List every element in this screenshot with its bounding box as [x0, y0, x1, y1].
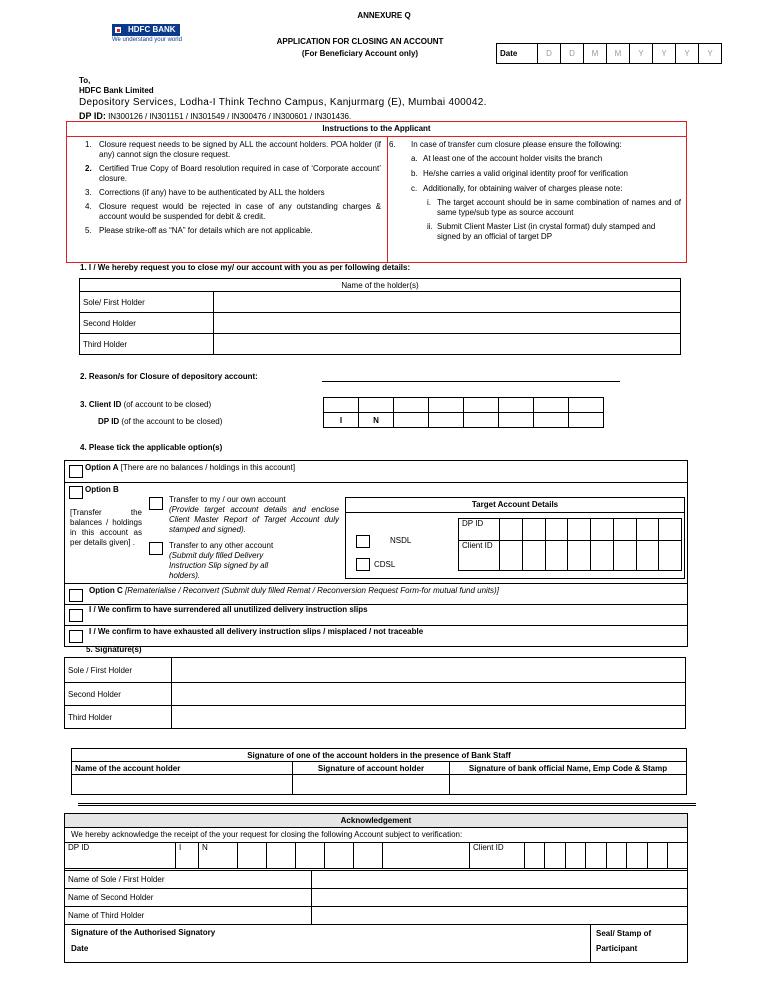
section5-heading: 5. Signature(s): [86, 645, 142, 654]
own-account-label: Transfer to my / our own account: [169, 495, 286, 504]
grid-cell[interactable]: [534, 413, 569, 428]
grid-spacer: [383, 843, 470, 868]
grid-cell[interactable]: [545, 519, 568, 541]
grid-cell[interactable]: [522, 541, 545, 571]
acknowledgement-box: [64, 813, 688, 963]
date-cell[interactable]: M: [584, 44, 607, 64]
grid-cell[interactable]: [325, 843, 354, 868]
instr-text: Certified True Copy of Board resolution required in case of ‘Corporate account’ closure.: [99, 164, 381, 183]
grid-cell[interactable]: [591, 519, 614, 541]
instr-num: 4.: [85, 202, 92, 211]
ack-holder-label: Name of Third Holder: [65, 907, 312, 925]
grid-cell[interactable]: [525, 843, 545, 868]
option-c-label: Option C: [89, 586, 123, 595]
staff-signature-table: [71, 748, 687, 795]
grid-cell[interactable]: [627, 843, 647, 868]
ack-authorised-signatory: Signature of the Authorised Signatory: [71, 928, 216, 937]
grid-cell[interactable]: [591, 541, 614, 571]
client-id-note: (of account to be closed): [121, 400, 212, 409]
holder-row-label: Third Holder: [80, 334, 214, 355]
grid-cell[interactable]: [499, 398, 534, 413]
instr-num: 2.: [85, 164, 92, 173]
dp-id-label: DP ID: [98, 417, 120, 426]
staff-signature-input[interactable]: [293, 775, 450, 795]
ack-holder-input[interactable]: [312, 889, 688, 907]
instr-text: Corrections (if any) have to be authenticated by ALL the holders: [99, 188, 325, 197]
date-cell[interactable]: D: [538, 44, 561, 64]
bank-name: HDFC BANK: [124, 24, 180, 36]
instr-num: c.: [411, 184, 418, 193]
holder-name-input[interactable]: [214, 313, 681, 334]
confirm-exhausted-checkbox[interactable]: [69, 630, 83, 643]
target-clientid-label: Client ID: [459, 541, 500, 571]
section2-heading: 2. Reason/s for Closure of depository account:: [80, 372, 258, 381]
signature-row-label: Third Holder: [65, 706, 172, 729]
option-a-label: Option A: [85, 463, 119, 472]
grid-cell[interactable]: [569, 413, 604, 428]
ack-dp-prefix: I: [176, 843, 199, 868]
ack-holder-input[interactable]: [312, 907, 688, 925]
instr-text: Please strike-off as “NA” for details which are not applicable.: [99, 226, 313, 235]
options-box: [64, 460, 688, 647]
hdfc-logo-icon: [112, 24, 124, 36]
grid-cell[interactable]: [238, 843, 267, 868]
section1-heading: 1. I / We hereby request you to close my/ our account with you as per following details:: [80, 263, 411, 272]
grid-cell[interactable]: [500, 519, 523, 541]
holder-row-label: Sole/ First Holder: [80, 292, 214, 313]
grid-cell[interactable]: [586, 843, 606, 868]
grid-cell[interactable]: [569, 398, 604, 413]
option-a-checkbox[interactable]: [69, 465, 83, 478]
dpid-label: DP ID:: [79, 111, 106, 121]
dp-prefix-cell: I: [324, 413, 359, 428]
holder-name-input[interactable]: [214, 334, 681, 355]
date-box: [496, 43, 722, 64]
instr-text: Closure request would be rejected in case of any outstanding charges & account would be suspended for debit & credit.: [99, 202, 381, 221]
grid-cell[interactable]: [464, 398, 499, 413]
grid-cell[interactable]: [636, 541, 659, 571]
grid-cell[interactable]: [545, 843, 565, 868]
grid-cell[interactable]: [429, 413, 464, 428]
instr-text: Submit Client Master List (in crystal format) duly stamped and signed by an official of target DP: [437, 222, 656, 241]
address-name: HDFC Bank Limited: [79, 86, 154, 95]
grid-cell[interactable]: [565, 843, 585, 868]
target-account-title: Target Account Details: [346, 498, 684, 513]
ack-dpid-label: DP ID: [65, 843, 176, 868]
target-account-box: [345, 497, 685, 579]
signature-row-label: Sole / First Holder: [65, 658, 172, 683]
option-b-checkbox[interactable]: [69, 486, 83, 499]
grid-cell[interactable]: [499, 413, 534, 428]
dp-id-note: (of the account to be closed): [119, 417, 223, 426]
grid-cell[interactable]: [534, 398, 569, 413]
bank-tagline: We understand your world: [112, 37, 182, 43]
instructions-right: [389, 140, 681, 242]
client-id-grid: [323, 397, 604, 428]
confirm-exhausted: I / We confirm to have exhausted all delivery instruction slips / misplaced / not traceable: [89, 627, 424, 636]
page-subtitle: (For Beneficiary Account only): [301, 49, 419, 58]
other-account-checkbox[interactable]: [149, 542, 163, 555]
dpid-values: IN300126 / IN301151 / IN301549 / IN300476 / IN300601 / IN301436.: [105, 112, 352, 121]
grid-cell[interactable]: [267, 843, 296, 868]
grid-cell[interactable]: [613, 519, 636, 541]
ack-holder-label: Name of Sole / First Holder: [65, 871, 312, 889]
date-cell[interactable]: M: [607, 44, 630, 64]
cut-line-divider: [78, 803, 696, 806]
target-id-grid: [458, 518, 682, 571]
signature-input[interactable]: [172, 683, 686, 706]
ack-id-grid: [65, 843, 687, 869]
ack-dp-prefix: N: [199, 843, 238, 868]
grid-cell[interactable]: [568, 519, 591, 541]
dp-prefix-cell: N: [359, 413, 394, 428]
option-b-desc: [Transfer the balances / holdings in this account as per details given] .: [70, 508, 142, 547]
grid-cell[interactable]: [659, 519, 682, 541]
grid-cell[interactable]: [359, 398, 394, 413]
grid-cell[interactable]: [568, 541, 591, 571]
cdsl-checkbox[interactable]: [356, 558, 370, 571]
ack-title: Acknowledgement: [65, 814, 687, 828]
address-to: To,: [79, 76, 91, 85]
instr-text: The target account should be in same combination of names and of same type/sub type as source account: [437, 198, 681, 217]
date-label: Date: [497, 44, 538, 64]
confirm-surrendered-checkbox[interactable]: [69, 609, 83, 622]
date-cell[interactable]: Y: [699, 44, 722, 64]
holders-col-header: Name of the holder(s): [80, 279, 681, 292]
instr-num: i.: [427, 198, 431, 207]
instructions-box: [66, 121, 687, 263]
other-account-label: Transfer to any other account: [169, 541, 274, 550]
staff-col-official: Signature of bank official Name, Emp Code & Stamp: [450, 762, 687, 775]
signature-table: [64, 657, 686, 729]
other-account-note: (Submit duly filled Delivery Instruction Slip signed by all holders).: [169, 551, 269, 580]
grid-cell[interactable]: [296, 843, 325, 868]
annexure-label: ANNEXURE Q: [357, 11, 411, 20]
instr-num: b.: [411, 169, 418, 178]
ack-text: We hereby acknowledge the receipt of the your request for closing the following Account subject to verification:: [65, 828, 687, 843]
address-line: Depository Services, Lodha-I Think Techno Campus, Kanjurmarg (E), Mumbai 400042.: [79, 97, 487, 108]
grid-cell[interactable]: [613, 541, 636, 571]
option-a-text: [There are no balances / holdings in this account]: [118, 463, 296, 472]
instructions-title: Instructions to the Applicant: [67, 122, 686, 137]
holder-name-input[interactable]: [214, 292, 681, 313]
date-cell[interactable]: Y: [630, 44, 653, 64]
staff-col-name: Name of the account holder: [72, 762, 293, 775]
holder-row-label: Second Holder: [80, 313, 214, 334]
instr-num: ii.: [427, 222, 433, 231]
instr-num: a.: [411, 154, 418, 163]
nsdl-label: NSDL: [390, 536, 412, 545]
instr-text: He/she carries a valid original identity proof for verification: [423, 169, 628, 178]
option-c-text: [Rematerialise / Reconvert (Submit duly filled Remat / Reconversion Request Form-for mutual fund units)]: [122, 586, 499, 595]
nsdl-checkbox[interactable]: [356, 535, 370, 548]
bank-logo: [112, 24, 202, 46]
instr-text: At least one of the account holder visits the branch: [423, 154, 603, 163]
staff-col-signature: Signature of account holder: [293, 762, 450, 775]
ack-holder-input[interactable]: [312, 871, 688, 889]
instr-text: Closure request needs to be signed by ALL the account holders. POA holder (if any) cannot sign the closure request.: [99, 140, 381, 159]
ack-clientid-label: Client ID: [470, 843, 525, 868]
grid-cell[interactable]: [354, 843, 383, 868]
date-cell[interactable]: Y: [653, 44, 676, 64]
grid-cell[interactable]: [522, 519, 545, 541]
holders-table: [79, 278, 681, 355]
reason-input[interactable]: [322, 381, 620, 382]
instr-num: 1.: [85, 140, 92, 149]
ack-date: Date: [71, 944, 89, 953]
option-b-label: Option B: [85, 485, 119, 494]
grid-cell[interactable]: [659, 541, 682, 571]
signature-input[interactable]: [172, 658, 686, 683]
grid-cell[interactable]: [464, 413, 499, 428]
date-cell[interactable]: Y: [676, 44, 699, 64]
staff-title: Signature of one of the account holders in the presence of Bank Staff: [72, 749, 687, 762]
cdsl-label: CDSL: [374, 560, 396, 569]
option-c-checkbox[interactable]: [69, 589, 83, 602]
ack-holder-label: Name of Second Holder: [65, 889, 312, 907]
signature-input[interactable]: [172, 706, 686, 729]
page-title: APPLICATION FOR CLOSING AN ACCOUNT: [276, 37, 444, 46]
confirm-surrendered: I / We confirm to have surrendered all unutilized delivery instruction slips: [89, 605, 368, 614]
grid-cell[interactable]: [668, 843, 687, 868]
grid-cell[interactable]: [394, 413, 429, 428]
grid-cell[interactable]: [500, 541, 523, 571]
staff-name-input[interactable]: [72, 775, 293, 795]
grid-cell[interactable]: [394, 398, 429, 413]
instr-text: In case of transfer cum closure please ensure the following:: [411, 140, 622, 149]
date-cell[interactable]: D: [561, 44, 584, 64]
section4-heading: 4. Please tick the applicable option(s): [80, 443, 223, 452]
grid-cell[interactable]: [545, 541, 568, 571]
client-id-label: 3. Client ID: [80, 400, 122, 409]
target-dpid-label: DP ID: [459, 519, 500, 541]
ack-holders-table: [65, 870, 687, 925]
instr-text: Additionally, for obtaining waiver of charges please note:: [423, 184, 623, 193]
grid-cell[interactable]: [324, 398, 359, 413]
instructions-left: [85, 140, 381, 236]
instr-num: 5.: [85, 226, 92, 235]
instr-num: 6.: [389, 140, 396, 149]
grid-cell[interactable]: [636, 519, 659, 541]
staff-official-input[interactable]: [450, 775, 687, 795]
grid-cell[interactable]: [606, 843, 626, 868]
instr-num: 3.: [85, 188, 92, 197]
own-account-note: (Provide target account details and enclose Client Master Report of Target Account duly stamped and signed).: [169, 505, 339, 534]
ack-seal: Seal/ Stamp of Participant: [596, 929, 652, 953]
signature-row-label: Second Holder: [65, 683, 172, 706]
grid-cell[interactable]: [429, 398, 464, 413]
grid-cell[interactable]: [647, 843, 667, 868]
own-account-checkbox[interactable]: [149, 497, 163, 510]
